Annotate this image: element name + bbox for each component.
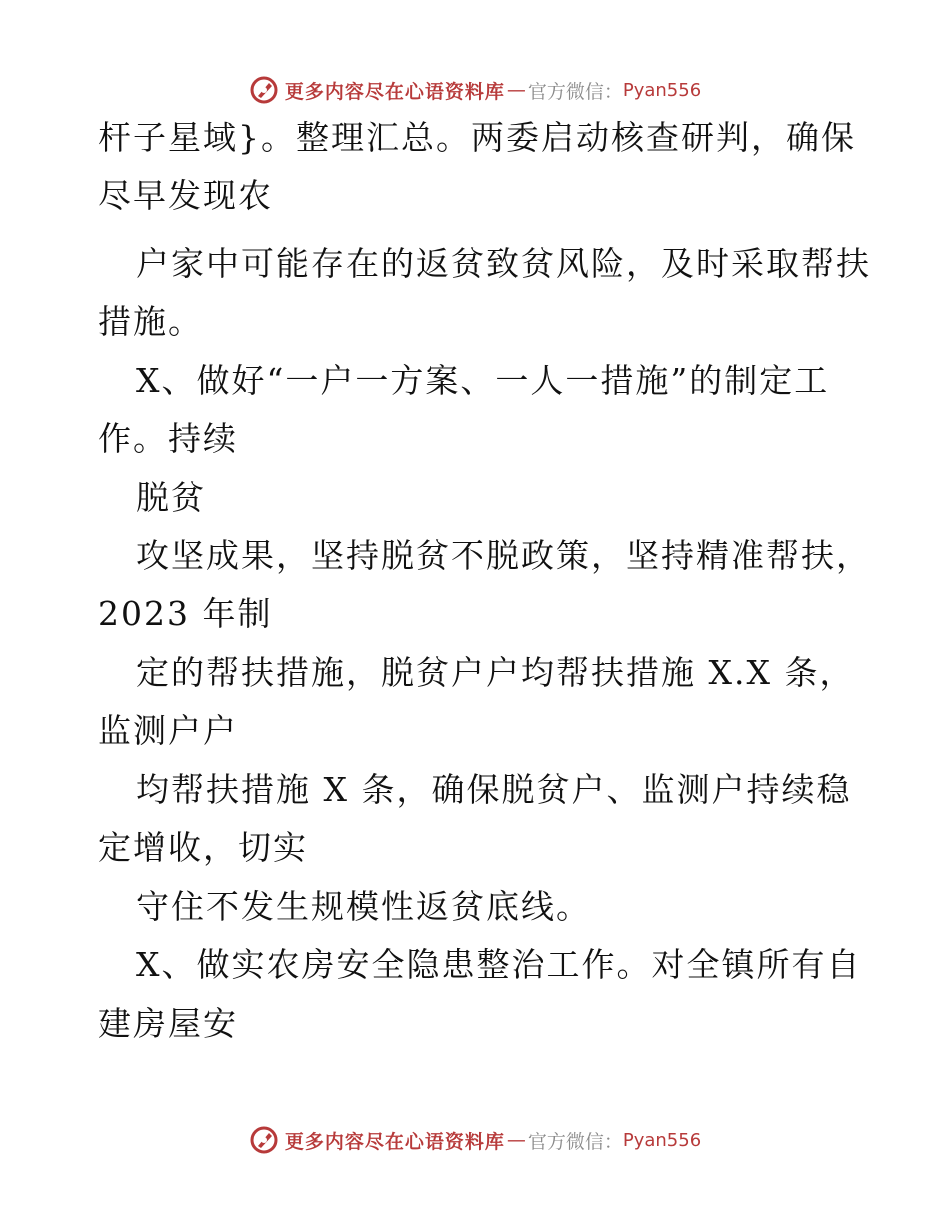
watermark-wechat-id: Pyan556 <box>622 79 702 101</box>
header-watermark <box>0 70 950 110</box>
watermark-sub-text: 官方微信： <box>527 80 623 103</box>
text-line: 措施。 <box>98 302 203 341</box>
text-line: 作。持续 <box>98 419 238 458</box>
text-line: 脱贫 <box>136 478 206 517</box>
pen-logo-icon <box>249 75 279 105</box>
watermark-dash: — <box>506 79 526 101</box>
pen-logo-icon <box>249 1125 279 1155</box>
text-line: 2023 年制 <box>98 594 273 633</box>
watermark-main-text: 更多内容尽在心语资料库 <box>284 1130 505 1153</box>
text-line: X、做好“一户一方案、一人一措施”的制定工 <box>136 361 830 400</box>
footer-watermark <box>0 1120 950 1160</box>
watermark-sub-text: 官方微信： <box>527 1130 623 1153</box>
text-line: 监测户户 <box>98 711 238 750</box>
watermark-wechat-id: Pyan556 <box>622 1129 702 1151</box>
text-line: 均帮扶措施 X 条，确保脱贫户、监测户持续稳 <box>136 770 852 809</box>
text-line: 定的帮扶措施，脱贫户户均帮扶措施 X.X 条， <box>136 653 855 692</box>
text-line: 守住不发生规模性返贫底线。 <box>136 887 591 926</box>
watermark-main-text: 更多内容尽在心语资料库 <box>284 80 505 103</box>
text-line: X、做实农房安全隐患整治工作。对全镇所有自 <box>136 945 862 984</box>
text-line: 建房屋安 <box>98 1004 238 1043</box>
text-line: 定增收，切实 <box>98 828 308 867</box>
watermark-dash: — <box>506 1129 526 1151</box>
text-line: 杆子星域}。整理汇总。两委启动核查研判，确保 <box>98 118 856 157</box>
text-line: 户家中可能存在的返贫致贫风险，及时采取帮扶 <box>136 244 871 283</box>
text-line: 攻坚成果，坚持脱贫不脱政策，坚持精准帮扶， <box>136 536 871 575</box>
text-line: 尽早发现农 <box>98 176 273 215</box>
